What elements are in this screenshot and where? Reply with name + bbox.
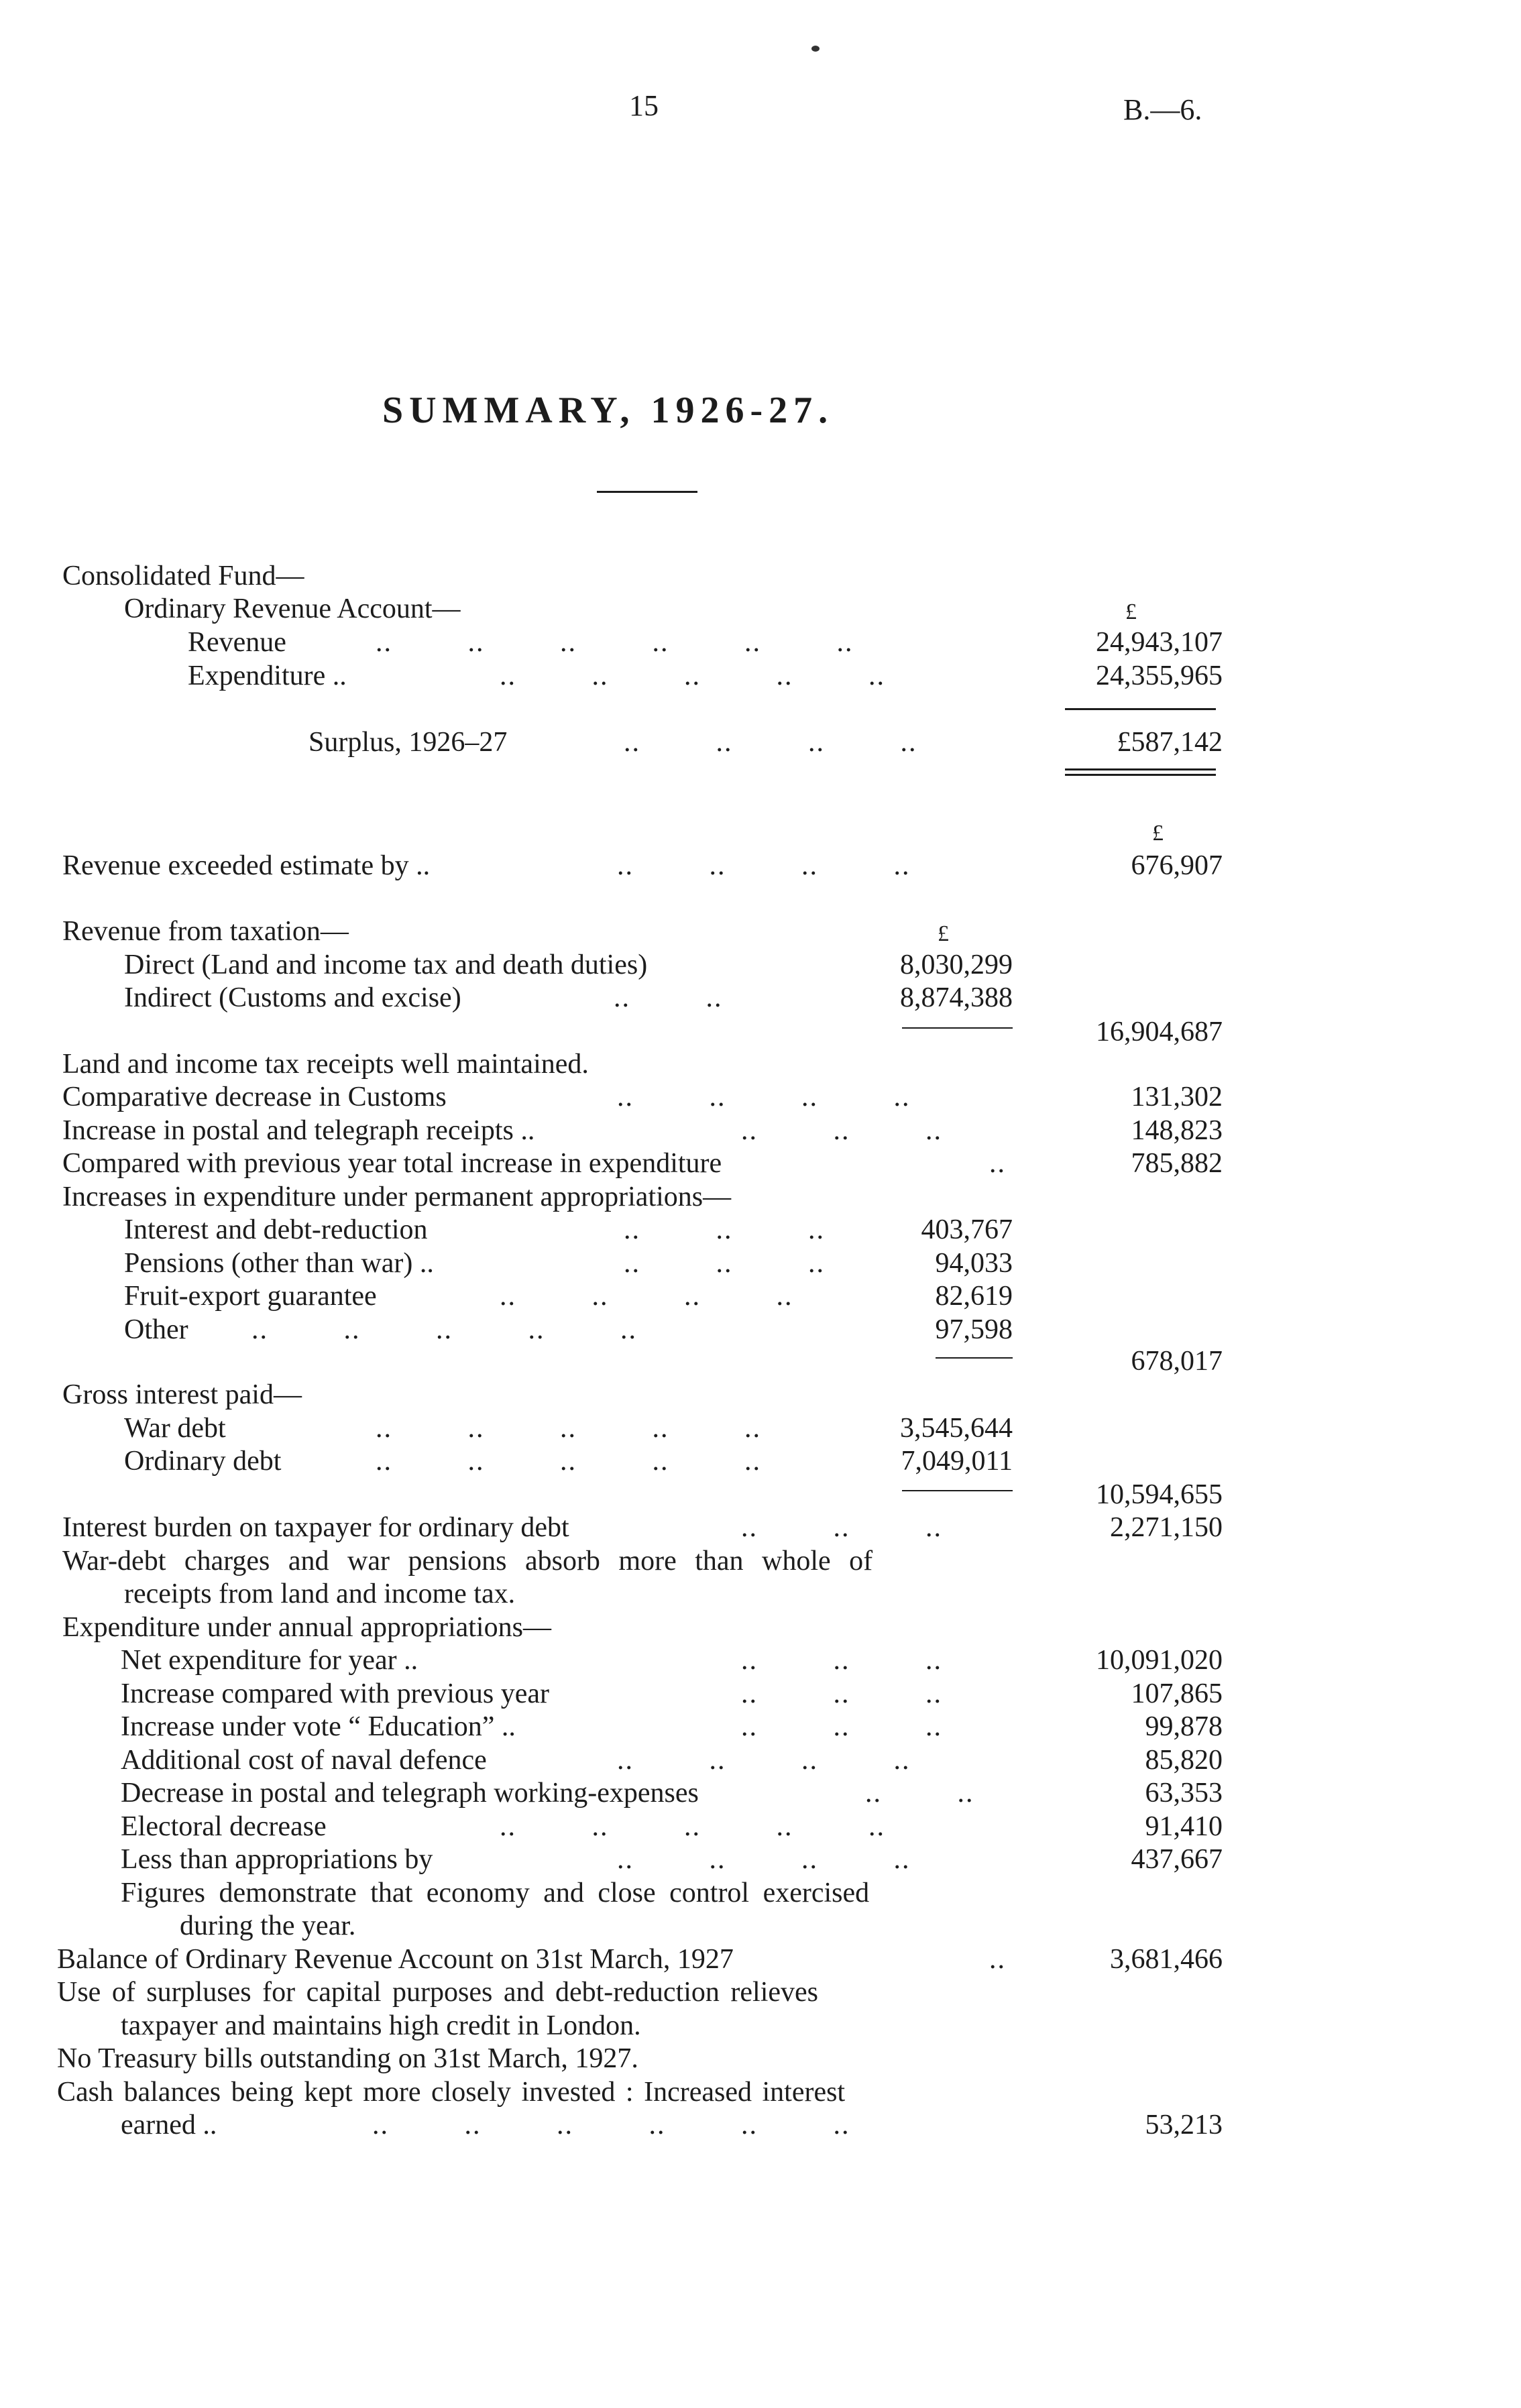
leader-dots: .. .. .. [741,1711,942,1742]
subtotal-rule [902,1490,1013,1491]
leader-dots: .. .. .. [624,1214,825,1245]
ink-speck [811,46,820,52]
surplus-value: £587,142 [1117,727,1223,758]
taxation-total: 16,904,687 [1096,1017,1223,1047]
expenditure-value: 24,355,965 [1096,661,1223,691]
currency-symbol: £ [1152,821,1164,846]
treasury-note: No Treasury bills outstanding on 31st March, 1927. [57,2043,638,2074]
electoral-value: 91,410 [1145,1811,1223,1842]
consolidated-heading: Consolidated Fund— [62,561,304,591]
less-label: Less than appropriations by [121,1844,433,1875]
cash-balances-line1: Cash balances being kept more closely invested : Increased interest [57,2077,846,2108]
indirect-tax-label: Indirect (Customs and excise) [124,982,461,1013]
title-underline [597,491,697,493]
subtotal-rule [902,1027,1013,1029]
permanent-appropriations-heading: Increases in expenditure under permanent appropriations— [62,1182,732,1212]
document-reference: B.—6. [1123,93,1202,126]
education-value: 99,878 [1145,1711,1223,1742]
estimate-label: Revenue exceeded estimate by .. [62,850,431,881]
leader-dots: .. .. .. .. [617,1844,911,1875]
ordinary-debt-label: Ordinary debt [124,1446,282,1477]
cash-balances-line2: earned .. [121,2110,217,2140]
pensions-label: Pensions (other than war) .. [124,1248,434,1279]
gross-interest-total: 10,594,655 [1096,1479,1223,1510]
electoral-label: Electoral decrease [121,1811,327,1842]
permanent-total: 678,017 [1131,1346,1223,1377]
postal-expenses-value: 63,353 [1145,1778,1223,1809]
leader-dots: .. .. .. .. .. .. [376,627,854,658]
taxation-heading: Revenue from taxation— [62,916,349,947]
postal-receipts-label: Increase in postal and telegraph receipts .. [62,1115,535,1146]
war-debt-value: 3,545,644 [900,1413,1013,1444]
ordinary-debt-value: 7,049,011 [901,1446,1013,1477]
figures-line2: during the year. [180,1910,356,1941]
leader-dots: .. .. .. .. [617,1745,911,1776]
interest-burden-label: Interest burden on taxpayer for ordinary debt [62,1512,569,1543]
direct-tax-label: Direct (Land and income tax and death duties) [124,950,648,980]
estimate-value: 676,907 [1131,850,1223,881]
education-label: Increase under vote “ Education” .. [121,1711,516,1742]
sum-rule [1065,708,1216,710]
balance-label: Balance of Ordinary Revenue Account on 31st March, 1927 [57,1944,734,1975]
leader-dots: .. .. .. [741,1115,942,1146]
other-label: Other [124,1314,188,1345]
double-rule-bottom [1065,774,1216,776]
increase-label: Increase compared with previous year [121,1678,550,1709]
currency-symbol: £ [1125,599,1137,624]
leader-dots: .. .. .. .. [500,1281,793,1312]
page-number: 15 [629,89,659,122]
leader-dots: .. .. .. .. .. [376,1446,761,1477]
net-expenditure-value: 10,091,020 [1096,1645,1223,1676]
leader-dots: .. .. .. .. .. .. [372,2110,850,2140]
revenue-value: 24,943,107 [1096,627,1223,658]
surpluses-line1: Use of surpluses for capital purposes and debt-reduction relieves [57,1977,818,2008]
naval-label: Additional cost of naval defence [121,1745,487,1776]
expenditure-increase-label: Compared with previous year total increase in expenditure [62,1148,722,1179]
less-value: 437,667 [1131,1844,1223,1875]
double-rule-top [1065,768,1216,770]
pensions-value: 94,033 [935,1248,1013,1279]
leader-dots: .. [989,1148,1006,1179]
subtotal-rule [936,1357,1013,1359]
leader-dots: .. .. .. .. .. [376,1413,761,1444]
customs-label: Comparative decrease in Customs [62,1082,447,1112]
postal-expenses-label: Decrease in postal and telegraph working-expenses [121,1778,699,1809]
interest-label: Interest and debt-reduction [124,1214,428,1245]
indirect-tax-value: 8,874,388 [900,982,1013,1013]
interest-burden-value: 2,271,150 [1110,1512,1223,1543]
leader-dots: .. .. .. .. [624,727,917,758]
fruit-label: Fruit-export guarantee [124,1281,377,1312]
gross-interest-heading: Gross interest paid— [62,1379,302,1410]
naval-value: 85,820 [1145,1745,1223,1776]
interest-value: 403,767 [921,1214,1013,1245]
land-tax-note: Land and income tax receipts well maintained. [62,1049,589,1080]
net-expenditure-label: Net expenditure for year .. [121,1645,418,1676]
cash-balances-value: 53,213 [1145,2110,1223,2140]
surpluses-line2: taxpayer and maintains high credit in London. [121,2010,641,2041]
direct-tax-value: 8,030,299 [900,950,1013,980]
leader-dots: .. .. .. .. [617,850,911,881]
customs-value: 131,302 [1131,1082,1223,1112]
leader-dots: .. [989,1944,1006,1975]
postal-receipts-value: 148,823 [1131,1115,1223,1146]
leader-dots: .. .. .. .. .. [500,661,885,691]
leader-dots: .. .. [865,1778,974,1809]
war-charges-line2: receipts from land and income tax. [124,1579,516,1609]
leader-dots: .. .. .. .. [617,1082,911,1112]
fruit-value: 82,619 [935,1281,1013,1312]
leader-dots: .. .. .. [741,1678,942,1709]
leader-dots: .. .. .. [624,1248,825,1279]
other-value: 97,598 [935,1314,1013,1345]
war-debt-label: War debt [124,1413,226,1444]
page-title: SUMMARY, 1926-27. [382,390,834,431]
balance-value: 3,681,466 [1110,1944,1223,1975]
leader-dots: .. .. .. .. .. [251,1314,637,1345]
war-charges-line1: War-debt charges and war pensions absorb more than whole of [62,1546,873,1576]
annual-appropriations-heading: Expenditure under annual appropriations— [62,1612,551,1643]
currency-symbol: £ [938,921,949,946]
leader-dots: .. .. .. [741,1512,942,1543]
ordinary-revenue-heading: Ordinary Revenue Account— [124,593,461,624]
leader-dots: .. .. .. .. .. [500,1811,885,1842]
surplus-label: Surplus, 1926–27 [308,727,508,758]
revenue-label: Revenue [188,627,286,658]
expenditure-increase-value: 785,882 [1131,1148,1223,1179]
increase-value: 107,865 [1131,1678,1223,1709]
expenditure-label: Expenditure .. [188,661,347,691]
leader-dots: .. .. .. [741,1645,942,1676]
figures-line1: Figures demonstrate that economy and close control exercised [121,1878,870,1908]
leader-dots: .. .. [614,982,723,1013]
